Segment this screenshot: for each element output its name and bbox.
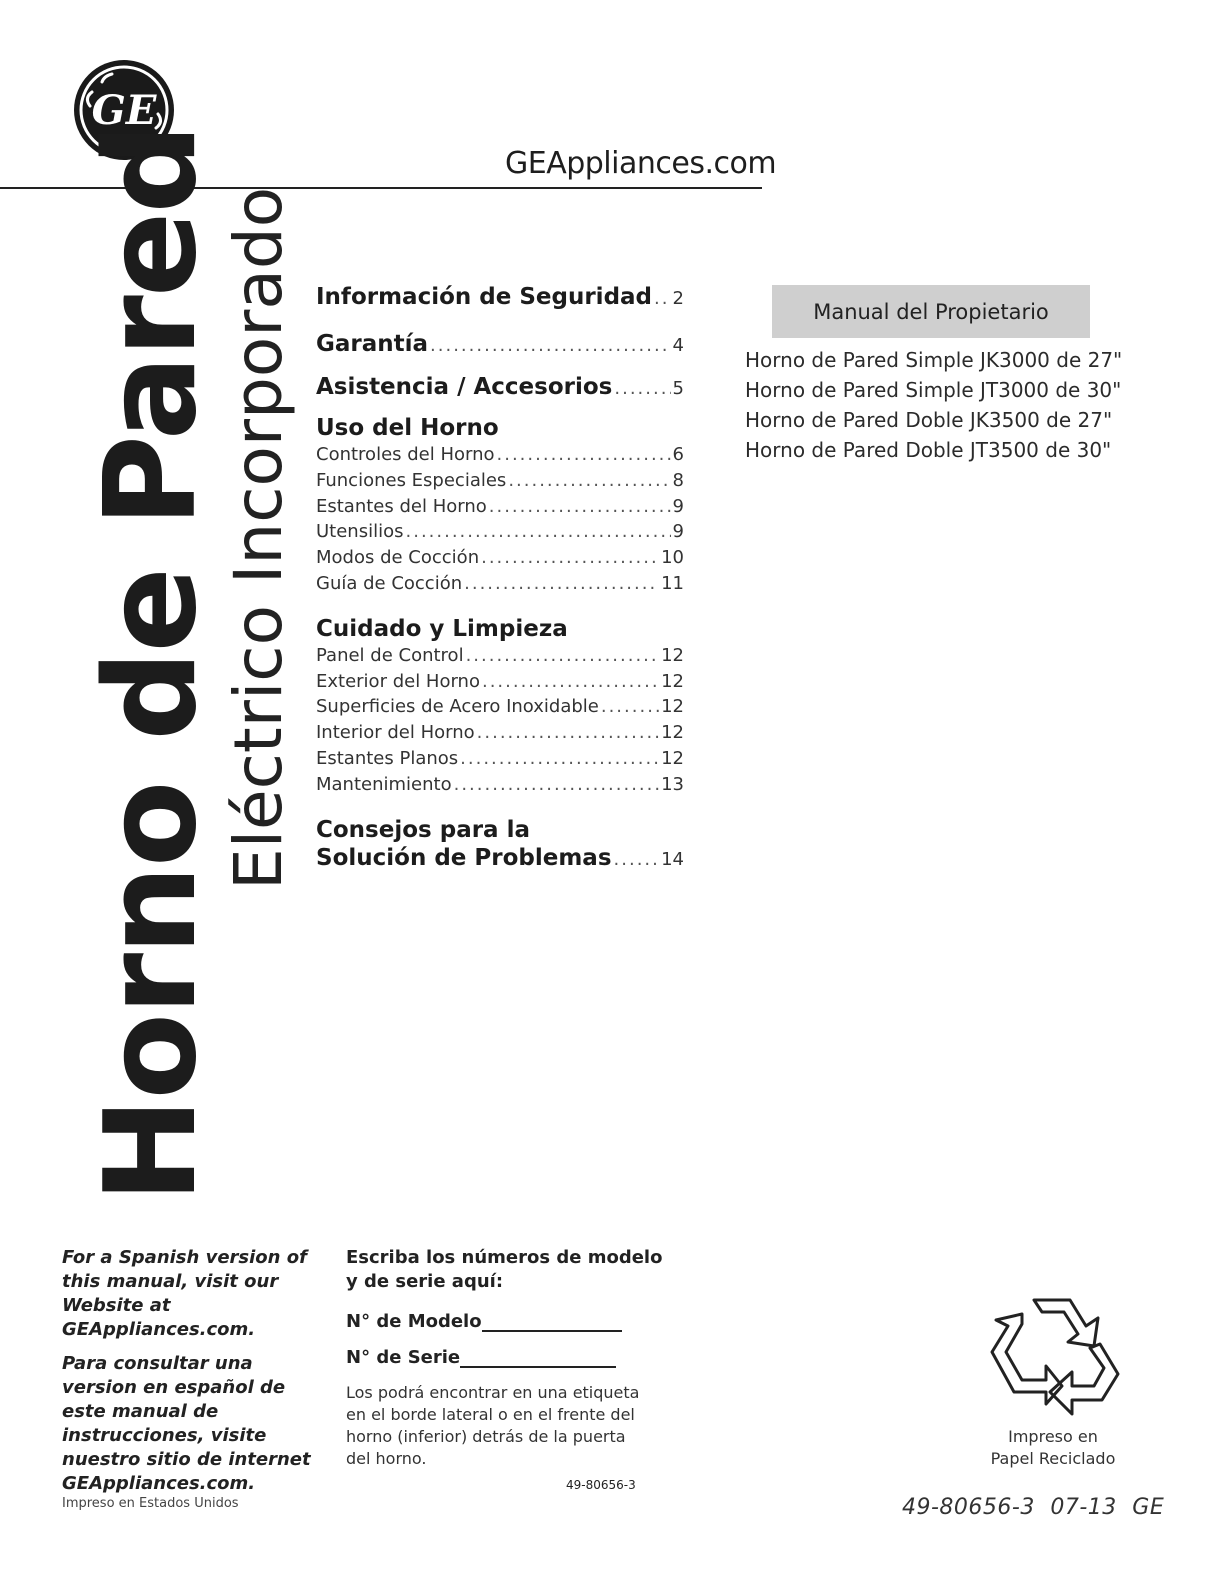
toc-section-use: Uso del Horno bbox=[316, 415, 499, 441]
toc-entry bbox=[316, 468, 684, 494]
model-item: Horno de Pared Doble JT3500 de 30" bbox=[745, 438, 1112, 462]
toc-entry bbox=[316, 571, 684, 597]
toc-page: 12 bbox=[661, 644, 684, 666]
toc-page: 12 bbox=[661, 670, 684, 692]
toc-title: Garantía bbox=[316, 331, 429, 357]
model-item: Horno de Pared Simple JT3000 de 30" bbox=[745, 378, 1122, 402]
model-item: Horno de Pared Doble JK3500 de 27" bbox=[745, 408, 1113, 432]
model-item: Horno de Pared Simple JK3000 de 27" bbox=[745, 348, 1123, 372]
model-number-field bbox=[346, 1310, 666, 1332]
toc-page: 13 bbox=[661, 773, 684, 795]
toc-entry bbox=[316, 772, 684, 798]
toc-section-troubleshooting: Consejos para la bbox=[316, 816, 530, 843]
toc-page: 8 bbox=[672, 469, 684, 491]
toc-entry bbox=[316, 746, 684, 772]
toc-title: Estantes del Horno bbox=[316, 495, 487, 517]
toc-entry bbox=[316, 694, 684, 720]
toc-title: Asistencia / Accesorios bbox=[316, 374, 613, 400]
model-serial-record bbox=[346, 1246, 666, 1470]
toc-page: 9 bbox=[672, 521, 684, 543]
toc-page: 14 bbox=[661, 848, 684, 870]
toc-entry bbox=[316, 519, 684, 545]
toc-entry-safety bbox=[316, 284, 684, 314]
toc-page: 5 bbox=[672, 378, 684, 399]
toc-entry bbox=[316, 494, 684, 520]
toc-entry-warranty bbox=[316, 331, 684, 357]
toc-section-care: Cuidado y Limpieza bbox=[316, 615, 568, 642]
recycled-line-2: Papel Reciclado bbox=[990, 1449, 1116, 1468]
toc-page: 2 bbox=[672, 288, 684, 309]
printed-in-label: Impreso en Estados Unidos bbox=[62, 1496, 239, 1511]
toc-entry bbox=[316, 442, 684, 468]
main-title: Horno de Pared bbox=[77, 125, 224, 1203]
toc-page: 4 bbox=[672, 335, 684, 356]
toc-page: 12 bbox=[661, 747, 684, 769]
spanish-version-note bbox=[62, 1246, 324, 1506]
toc-title: Solución de Problemas bbox=[316, 844, 612, 871]
toc-page: 12 bbox=[661, 722, 684, 744]
website-url: GEAppliances.com bbox=[505, 146, 777, 181]
model-list bbox=[745, 345, 1122, 465]
doc-number-small: 49-80656-3 bbox=[566, 1478, 636, 1492]
record-note: Los podrá encontrar en una etiqueta en el borde lateral o en el frente del horno (inferior) detrás de la puerta del horno. bbox=[346, 1383, 640, 1468]
toc-entry bbox=[316, 643, 684, 669]
toc-title: Guía de Cocción bbox=[316, 572, 463, 594]
record-heading: Escriba los números de modelo y de serie aquí: bbox=[346, 1247, 663, 1292]
svg-text:GE: GE bbox=[91, 87, 157, 134]
toc-entry bbox=[316, 669, 684, 695]
toc-page: 11 bbox=[661, 572, 684, 594]
recycled-line-1: Impreso en bbox=[1008, 1427, 1098, 1446]
toc-page: 12 bbox=[661, 696, 684, 718]
model-number-label: N° de Modelo bbox=[346, 1311, 482, 1332]
toc-title: Mantenimiento bbox=[316, 773, 452, 795]
toc-entry-troubleshooting bbox=[316, 844, 684, 874]
serial-number-label: N° de Serie bbox=[346, 1347, 461, 1368]
toc-title: Utensilios bbox=[316, 521, 404, 543]
toc-page: 9 bbox=[672, 495, 684, 517]
toc-entry-assistance bbox=[316, 374, 684, 400]
toc-title: Modos de Cocción bbox=[316, 547, 480, 569]
sub-title: Eléctrico Incorporado bbox=[220, 186, 297, 890]
spanish-note: Para consultar una version en español de este manual de instrucciones, visite nuestro sitio de internet GEAppliances.com. bbox=[62, 1353, 311, 1494]
toc-title: Exterior del Horno bbox=[316, 670, 480, 692]
toc-title: Superficies de Acero Inoxidable bbox=[316, 696, 599, 718]
serial-number-field bbox=[346, 1346, 666, 1368]
owners-manual-label: Manual del Propietario bbox=[772, 285, 1090, 338]
recycle-icon bbox=[982, 1280, 1124, 1420]
model-number-line bbox=[482, 1310, 622, 1332]
serial-number-line bbox=[460, 1346, 616, 1368]
toc-title: Estantes Planos bbox=[316, 747, 459, 769]
toc-entry bbox=[316, 545, 684, 571]
recycled-paper-label bbox=[968, 1426, 1138, 1470]
doc-number: 49-80656-3 07-13 GE bbox=[902, 1495, 1165, 1520]
toc-title: Información de Seguridad bbox=[316, 284, 653, 310]
toc-page: 6 bbox=[672, 444, 684, 465]
toc-entry bbox=[316, 720, 684, 746]
toc-title: Funciones Especiales bbox=[316, 469, 507, 491]
english-note: For a Spanish version of this manual, visit our Website at GEAppliances.com. bbox=[62, 1247, 307, 1340]
toc-title: Panel de Control bbox=[316, 644, 464, 666]
toc-title: Interior del Horno bbox=[316, 722, 475, 744]
toc-page: 10 bbox=[661, 547, 684, 569]
toc-title: Controles del Horno bbox=[316, 444, 495, 465]
table-of-contents bbox=[316, 284, 684, 874]
